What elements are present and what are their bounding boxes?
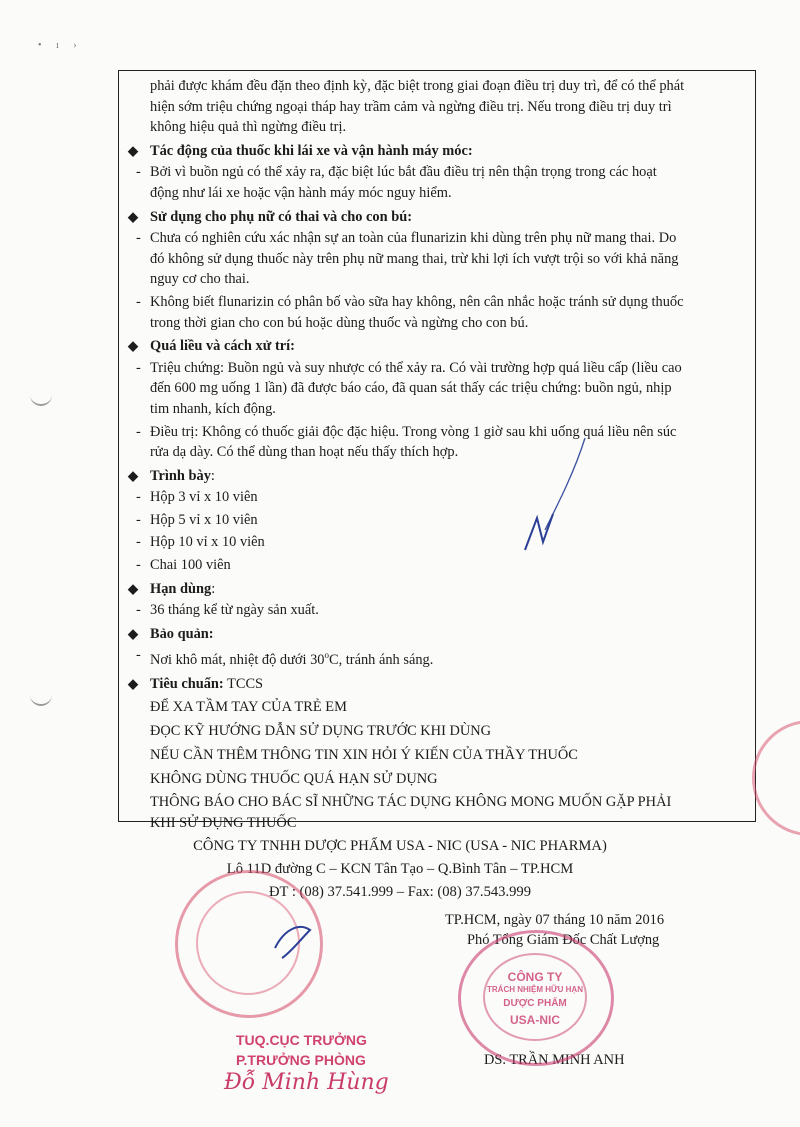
handwritten-mark-icon bbox=[515, 430, 595, 560]
warning-line: NẾU CẦN THÊM THÔNG TIN XIN HỎI Ý KIẾN CỦA THẦY THUỐC bbox=[150, 747, 578, 764]
punch-hole-mark bbox=[30, 390, 52, 406]
authority-line: P.TRƯỞNG PHÒNG bbox=[236, 1052, 366, 1068]
signer-name: DS. TRẦN MINH ANH bbox=[484, 1052, 625, 1068]
diamond-bullet-icon: ◆ bbox=[128, 625, 138, 641]
list-item: - Bởi vì buồn ngủ có thể xảy ra, đặc biệt lúc bắt đầu điều trị nên thận trọng trong các hoạt động như lái xe hoặc vận hành máy móc nguy hiểm. bbox=[122, 162, 752, 203]
list-item: - Chưa có nghiên cứu xác nhận sự an toàn của flunarizin khi dùng trên phụ nữ mang thai. Do đó không sử dụng thuốc này trên phụ nữ mang thai, trừ khi lợi ích vượt trội so với khả năng nguy cơ cho thai. bbox=[122, 228, 752, 290]
company-address: Lô 11D đường C – KCN Tân Tạo – Q.Bình Tân – TP.HCM bbox=[226, 861, 574, 877]
section-heading-storage: ◆ Bảo quản: bbox=[122, 624, 752, 645]
company-name: CÔNG TY TNHH DƯỢC PHẨM USA - NIC (USA - NIC PHARMA) bbox=[193, 838, 607, 854]
section-heading-pregnancy: ◆ Sử dụng cho phụ nữ có thai và cho con bú: bbox=[122, 207, 752, 228]
section-heading-standard: ◆ Tiêu chuẩn: TCCS bbox=[122, 674, 752, 695]
diamond-bullet-icon: ◆ bbox=[128, 208, 138, 224]
list-item: - Triệu chứng: Buồn ngủ và suy nhược có thể xảy ra. Có vài trường hợp quá liều cấp (liều cao đến 600 mg uống 1 lần) đã được báo cáo, đã quan sát thấy các triệu chứng: buồn ngủ, nhịp tim nhanh, kích động. bbox=[122, 358, 752, 420]
diamond-bullet-icon: ◆ bbox=[128, 338, 138, 354]
intro-line: phải được khám đều đặn theo định kỳ, đặc biệt trong giai đoạn điều trị duy trì, để có thể phát bbox=[150, 78, 685, 94]
intro-line: không hiệu quả thì ngừng điều trị. bbox=[150, 119, 347, 136]
list-item: - Chai 100 viên bbox=[122, 555, 752, 576]
diamond-bullet-icon: ◆ bbox=[128, 467, 138, 483]
list-item: - Hộp 5 vỉ x 10 viên bbox=[122, 510, 752, 531]
diamond-bullet-icon: ◆ bbox=[128, 142, 138, 158]
warning-line: ĐỂ XA TẦM TAY CỦA TRẺ EM bbox=[150, 699, 347, 716]
company-contact: ĐT : (08) 37.541.999 – Fax: (08) 37.543.999 bbox=[269, 884, 531, 900]
signature-date: TP.HCM, ngày 07 tháng 10 năm 2016 bbox=[445, 912, 665, 928]
section-heading-overdose: ◆ Quá liều và cách xử trí: bbox=[122, 336, 752, 357]
diamond-bullet-icon: ◆ bbox=[128, 675, 138, 691]
list-item: - Không biết flunarizin có phân bố vào sữa hay không, nên cân nhắc hoặc tránh sử dụng thuốc trong thời gian cho con bú hoặc dùng thuốc và ngừng cho con bú. bbox=[122, 292, 752, 333]
signature-title: Phó Tổng Giám Đốc Chất Lượng bbox=[467, 932, 660, 948]
list-item: - Nơi khô mát, nhiệt độ dưới 30$^o$C, tránh ánh sáng. bbox=[122, 645, 752, 670]
warning-line: ĐỌC KỸ HƯỚNG DẪN SỬ DỤNG TRƯỚC KHI DÙNG bbox=[150, 723, 492, 740]
stamp-text: CÔNG TY bbox=[507, 970, 563, 984]
section-heading-driving: ◆ Tác động của thuốc khi lái xe và vận hành máy móc: bbox=[122, 141, 752, 162]
list-item: - Điều trị: Không có thuốc giải độc đặc hiệu. Trong vòng 1 giờ sau khi uống quá liều nên súc rửa dạ dày. Có thể dùng than hoạt nếu thấy thích hợp. bbox=[122, 422, 752, 463]
leaflet-content bbox=[122, 76, 752, 833]
warning-line: KHI SỬ DỤNG THUỐC bbox=[150, 815, 297, 832]
section-heading-shelf-life: ◆ Hạn dùng: bbox=[122, 579, 752, 600]
scan-marks: • ı › bbox=[38, 40, 83, 51]
intro-line: hiện sớm triệu chứng ngoại tháp hay trầm cảm và ngừng điều trị. Nếu trong điều trị duy trì bbox=[150, 98, 672, 115]
stamp-text: DƯỢC PHẨM bbox=[503, 998, 567, 1009]
list-item: - Hộp 10 vỉ x 10 viên bbox=[122, 532, 752, 553]
warning-line: THÔNG BÁO CHO BÁC SĨ NHỮNG TÁC DỤNG KHÔNG MONG MUỐN GẶP PHẢI bbox=[150, 794, 672, 811]
section-heading-presentation: ◆ Trình bày: bbox=[122, 466, 752, 487]
edge-seal-icon bbox=[752, 720, 800, 836]
list-item: - 36 tháng kể từ ngày sản xuất. bbox=[122, 600, 752, 621]
list-item: - Hộp 3 vỉ x 10 viên bbox=[122, 487, 752, 508]
stamp-text: USA-NIC bbox=[510, 1013, 560, 1027]
warning-line: KHÔNG DÙNG THUỐC QUÁ HẠN SỬ DỤNG bbox=[150, 771, 438, 788]
authority-signature: Đỗ Minh Hùng bbox=[224, 1070, 389, 1095]
punch-hole-mark bbox=[30, 690, 52, 706]
authority-line: TUQ.CỤC TRƯỞNG bbox=[236, 1032, 367, 1048]
stamp-text: TRÁCH NHIỆM HỮU HẠN bbox=[487, 985, 583, 994]
diamond-bullet-icon: ◆ bbox=[128, 580, 138, 596]
handwritten-tick-icon bbox=[270, 918, 320, 968]
